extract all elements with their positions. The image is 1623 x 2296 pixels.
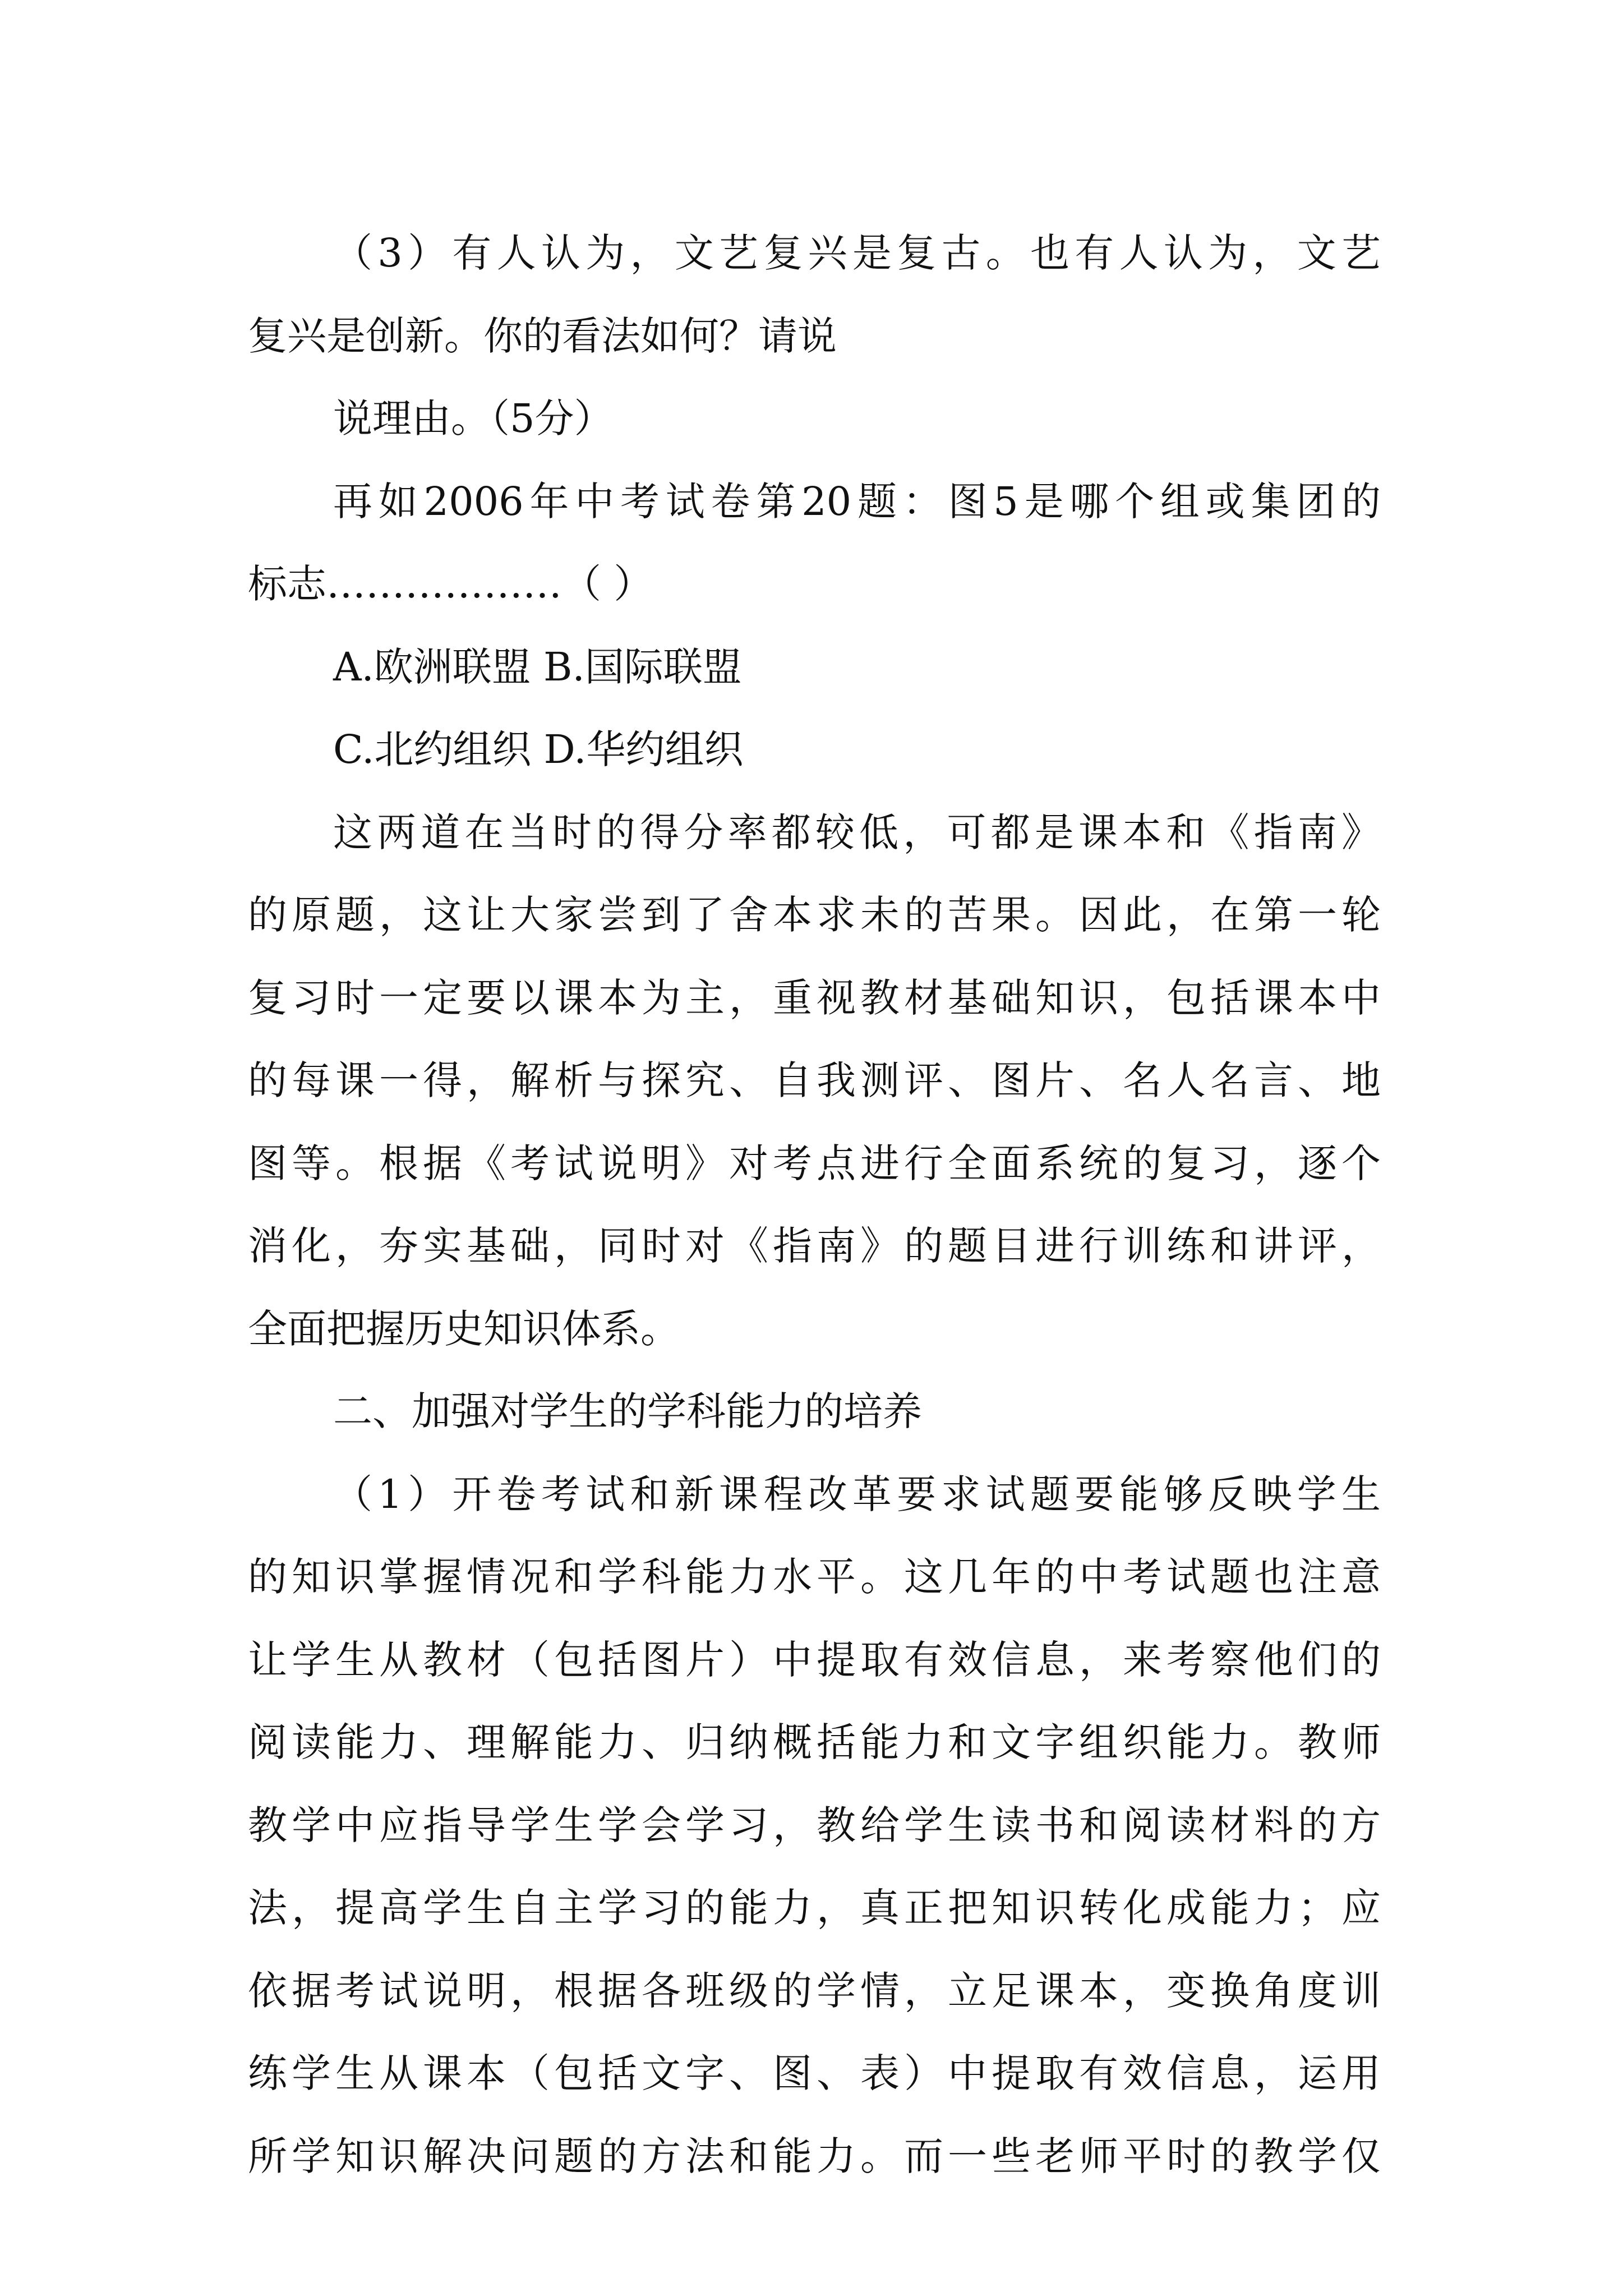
text-line: 让学生从教材（包括图片）中提取有效信息，来考察他们的 [248,1636,1381,1683]
text-line: 说理由。（5分） [333,395,614,441]
text-line: 法，提高学生自主学习的能力，真正把知识转化成能力；应 [248,1885,1381,1931]
text-line: 全面把握历史知识体系。 [248,1305,680,1352]
text-line: 教学中应指导学生学会学习，教给学生读书和阅读材料的方 [248,1802,1381,1848]
section-heading: 二、加强对学生的学科能力的培养 [333,1388,922,1434]
text-line: 复习时一定要以课本为主，重视教材基础知识，包括课本中 [248,974,1381,1021]
text-line: 消化，夯实基础，同时对《指南》的题目进行训练和讲评， [248,1223,1381,1269]
text-line: 这两道在当时的得分率都较低，可都是课本和《指南》 [333,809,1381,855]
text-line: （3）有人认为，文艺复兴是复古。也有人认为，文艺 [333,230,1381,276]
document-body [248,212,1381,2198]
text-line: 所学知识解决问题的方法和能力。而一些老师平时的教学仅 [248,2133,1381,2179]
text-line: （1）开卷考试和新课程改革要求试题要能够反映学生 [333,1471,1381,1517]
text-line: 练学生从课本（包括文字、图、表）中提取有效信息，运用 [248,2050,1381,2096]
text-line: 图等。根据《考试说明》对考点进行全面系统的复习，逐个 [248,1140,1381,1186]
text-line: 的知识掌握情况和学科能力水平。这几年的中考试题也注意 [248,1554,1381,1600]
text-line: 标志………………（ ） [248,561,653,607]
text-line: 的每课一得，解析与探究、自我测评、图片、名人名言、地 [248,1057,1381,1103]
text-line: 阅读能力、理解能力、归纳概括能力和文字组织能力。教师 [248,1719,1381,1765]
text-line: 再如2006年中考试卷第20题：图5是哪个组或集团的 [333,478,1381,524]
text-line: 依据考试说明，根据各班级的学情，立足课本，变换角度训 [248,1967,1381,2014]
text-line: 复兴是创新。你的看法如何？请说 [248,312,837,359]
text-line: C.北约组织 D.华约组织 [333,726,744,772]
text-line: A.欧洲联盟 B.国际联盟 [333,643,742,690]
text-line: 的原题，这让大家尝到了舍本求未的苦果。因此，在第一轮 [248,892,1381,938]
